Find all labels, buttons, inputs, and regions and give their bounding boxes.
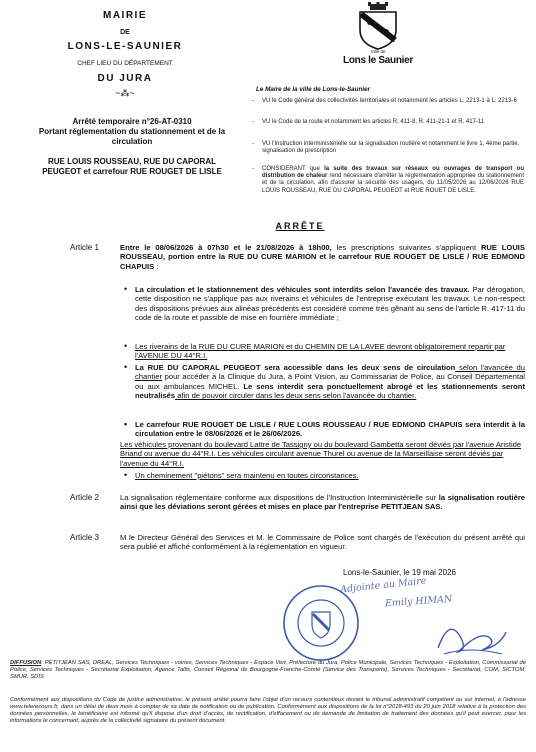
article2-label: Article 2 [70,493,99,502]
vu-item: - VU l'Instruction interministérielle sur la signalisation routière et notamment le livre 1, 4ème partie, signalisation de prescription [252,141,520,155]
considerant-item: - CONSIDERANT que la suite des travaux sur réseaux ou ouvrages de transport ou distribution de chaleur rend nécessaire d'arrêter la réglementation appropriée du stationnement et de la circulation, afin d'assurer la sécurité des usagers, du 11/05/2026 au 12/06/2026 RUE LOUIS ROUSSEAU, RUE DU CAPORAL PEUGEOT et RUE ROUET DE LISLE. [252,166,524,194]
stamp-seal-icon [282,584,360,662]
city-heading: LONS-LE-SAUNIER [67,41,183,52]
vu-item: - VU le Code de la route et notamment les articles R. 411-8, R. 411-21-1 et R. 417-11 [252,119,485,125]
article1-bullet: • Les riverains de la RUE DU CURE MARION et du CHEMIN DE LA LAVEE devront obligatoirement repartir par l'AVENUE DU 44°R.I. [124,341,506,361]
arrete-location: RUE LOUIS ROUSSEAU, RUE DU CAPORAL PEUGEOT et carrefour RUE ROUGET DE LISLE [42,157,222,176]
arrete-subject: Portant réglementation du stationnement et de la circulation [38,127,226,146]
handwritten-name: Emily HIMAN [384,593,453,610]
de-heading: DE [120,29,130,36]
arrete-number: Arrêté temporaire n°26-AT-0310 [72,117,192,126]
article1-label: Article 1 [70,243,99,252]
coat-of-arms-icon [348,2,408,50]
handwritten-title: Adjointe au Maire [339,575,427,596]
article1-bullet: • Un cheminement "piétons" sera maintenu en toutes circonstances. [124,470,359,480]
logo-ville-de: Ville de [370,49,386,54]
article3-label: Article 3 [70,533,99,542]
ornament: ~⁂~ [115,88,135,98]
legal-notice: Conformément aux dispositions du Code de justice administrative, le présent arrêté pourra faire l'objet d'un recours contentieux devant le tribunal administratif compétent ou sur internet, à l'adresse www.telerecours.fr, dans un délai de deux mois à compter de sa date de notification ou de publication. Conformément aux dispositions de la loi n°2018-493 du 20 juin 2018 relative à la protection des données personnelles, le bénéficiaire est informé qu'il dispose d'un droit d'accès, de rectification, d'effacement ou de demande de limitation de traitement des données qu'il peut exercer, pour les informations le concernant, auprès de la collectivité signataire du présent document. [10,697,526,724]
signature-scribble-icon [430,610,510,660]
chef-lieu-text: CHEF LIEU DU DÉPARTEMENT [77,60,173,67]
article3-text: M le Directeur Général des Services et M. le Commissaire de Police sont chargés de l'exécution du présent arrêté qui sera publié et affiché conformément à la réglementation en vigueur. [120,533,525,552]
vu-item: - VU le Code général des collectivités territoriales et notamment les articles L. 2213-1 à L. 2213-6 [252,98,517,104]
article1-deviation-text: Les véhicules provenant du boulevard Lattre de Tassigny ou du boulevard Gambetta seront déviés par l'avenue Aristide Briand ou avenue du 44°R.I. Les véhicules circulant avenue Thurel ou avenue de la Marseillaise seront déviés par l'avenue du 44°R.I. [120,440,522,468]
arrete-title: ARRÊTE [275,221,325,231]
mairie-heading: MAIRIE [103,10,147,21]
jura-heading: DU JURA [97,73,153,84]
city-logo [343,2,413,72]
diffusion-text: DIFFUSION: PETITJEAN SAS, DREAL, Services Techniques - voiries, Services Techniques - Espace Vert, Préfecture du Jura, Police Municipale, Services Techniques - Exploitation, Commissariat de Police, Services Techniques - Secrétariat Exploitation, Agence Tallis, Conseil Régional de Bourgogne-Franche-Comté (Service des Transports), Services Techniques - Secrétariat, COM, SICTOM, SMUR, SDIS [10,660,526,680]
article1-bullet: • La circulation et le stationnement des véhicules sont interdits selon l'avancée des travaux. Par dérogation, cette disposition ne s'applique pas aux riverains et véhicules de l'entreprise exécutant les travaux. Le non-respect des dispositions prévues aux alinéas précédents est considéré comme très gênant au sens de l'article R. 417-11 du code de la route et passible de mise en fourrière immédiate ; [124,284,525,323]
article1-bullet: • Le carrefour RUE ROUGET DE LISLE / RUE LOUIS ROUSSEAU / RUE EDMOND CHAPUIS sera interdit à la circulation entre le 08/06/2026 et le 26/06/2026. [124,419,525,439]
article1-bullet: • La RUE DU CAPORAL PEUGEOT sera accessible dans les deux sens de circulation selon l'avancée du chantier pour accéder à la Clinique du Jura, à Point Vision, au Commissariat de Police, au Conseil Départemental ou aux ambulances MICHEL. Le sens interdit sera ponctuellement abrogé et les stationnements seront neutralisés afin de pouvoir circuler dans les deux sens selon l'avancée du chantier. [124,362,526,401]
mairie-stamp [282,584,360,662]
place-date: Lons-le-Saunier, le 19 mai 2026 [343,568,456,577]
article1-intro: Entre le 08/06/2026 à 07h30 et le 21/08/2026 à 18h00, les prescriptions suivantes s'appliquent RUE LOUIS ROUSSEAU, portion entre la RUE DU CURE MARION et le carrefour RUE ROUGET DE LISLE / RUE EDMOND CHAPUIS : [120,243,525,271]
maire-line: Le Maire de la ville de Lons-le-Saunier [256,86,371,93]
logo-name: Lons le Saunier [343,55,413,66]
article2-text: La signalisation réglementaire conforme aux dispositions de l'Instruction Interministérielle sur la signalisation routière ainsi que les déviations seront gérées et mises en place par l'entreprise PETITJEAN SAS. [120,493,525,512]
